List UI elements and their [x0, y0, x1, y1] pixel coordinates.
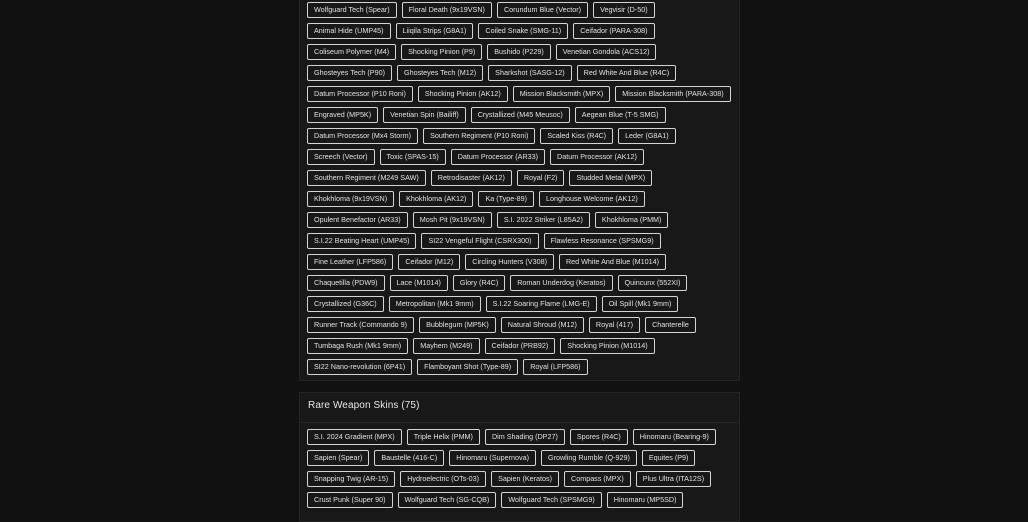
- weapon-skin-tag[interactable]: Ceifador (PARA-308): [573, 23, 654, 39]
- weapon-skin-tag[interactable]: Oil Spill (Mk1 9mm): [602, 296, 679, 312]
- weapon-skin-tag[interactable]: Southern Regiment (M249 SAW): [307, 170, 426, 186]
- weapon-skin-tag[interactable]: Baustelle (416-C): [374, 450, 444, 466]
- weapon-skin-tag[interactable]: Retrodisaster (AK12): [431, 170, 512, 186]
- weapon-skin-tag[interactable]: S.I. 2022 Striker (L85A2): [497, 212, 590, 228]
- weapon-skin-tag[interactable]: Crystallized (M45 Meusoc): [471, 107, 570, 123]
- weapon-skin-tag[interactable]: Red White And Blue (R4C): [577, 65, 677, 81]
- weapon-skin-tag[interactable]: Mission Blacksmith (MPX): [513, 86, 610, 102]
- weapon-skin-tag[interactable]: Royal (F2): [517, 170, 565, 186]
- weapon-skin-tag[interactable]: Southern Regiment (P10 Roni): [423, 128, 535, 144]
- weapon-skin-tag[interactable]: Metropolitan (Mk1 9mm): [389, 296, 481, 312]
- weapon-skin-tag[interactable]: Sapien (Spear): [307, 450, 369, 466]
- weapon-skin-tag[interactable]: Flawless Resonance (SPSMG9): [544, 233, 661, 249]
- weapon-skins-panel: [299, 0, 740, 381]
- weapon-skin-tag[interactable]: Ghosteyes Tech (P90): [307, 65, 392, 81]
- weapon-skin-tag[interactable]: SI22 Nano-revolution (6P41): [307, 359, 412, 375]
- weapon-skin-tag[interactable]: Shocking Pinion (M1014): [560, 338, 654, 354]
- weapon-skin-tag[interactable]: Leder (G8A1): [618, 128, 676, 144]
- weapon-skin-tag[interactable]: Mayhem (M249): [413, 338, 479, 354]
- weapon-skin-tag[interactable]: Spores (R4C): [570, 429, 628, 445]
- weapon-skin-tag[interactable]: Ka (Type-89): [478, 191, 534, 207]
- weapon-skin-tag[interactable]: Glory (R4C): [453, 275, 505, 291]
- weapon-skin-tag[interactable]: Wolfguard Tech (SG-CQB): [398, 492, 497, 508]
- weapon-skin-tag[interactable]: Compass (MPX): [564, 471, 631, 487]
- weapon-skin-tag[interactable]: Hinomaru (MP5SD): [607, 492, 684, 508]
- weapon-skin-tag[interactable]: Liiqila Strips (G8A1): [396, 23, 474, 39]
- weapon-skin-tag[interactable]: Sapien (Keratos): [491, 471, 559, 487]
- weapon-skin-tag[interactable]: Khokhloma (AK12): [399, 191, 473, 207]
- weapon-skin-tag[interactable]: Ghosteyes Tech (M12): [397, 65, 483, 81]
- weapon-skin-tag[interactable]: Vegvisir (D-50): [593, 2, 655, 18]
- weapon-skin-tag[interactable]: S.I.22 Beating Heart (UMP45): [307, 233, 416, 249]
- weapon-skin-tag[interactable]: Studded Metal (MPX): [569, 170, 652, 186]
- weapon-skin-tag[interactable]: Wolfguard Tech (SPSMG9): [501, 492, 601, 508]
- weapon-skin-tag[interactable]: S.I.22 Soaring Flame (LMG-E): [486, 296, 597, 312]
- weapon-skin-tag[interactable]: Coliseum Polymer (M4): [307, 44, 396, 60]
- weapon-skin-tag[interactable]: Circling Hunters (V308): [465, 254, 554, 270]
- weapon-skin-tag[interactable]: Natural Shroud (M12): [501, 317, 584, 333]
- rare-weapon-skins-list: [307, 429, 732, 508]
- weapon-skin-tag[interactable]: Mission Blacksmith (PARA-308): [615, 86, 730, 102]
- weapon-skin-tag[interactable]: Hinomaru (Supernova): [449, 450, 536, 466]
- weapon-skin-tag[interactable]: Wolfguard Tech (Spear): [307, 2, 397, 18]
- weapon-skin-tag[interactable]: Aegean Blue (T-5 SMG): [575, 107, 666, 123]
- weapon-skin-tag[interactable]: Quincunx (552XI): [618, 275, 688, 291]
- weapon-skin-tag[interactable]: Opulent Benefactor (AR33): [307, 212, 408, 228]
- weapon-skin-tag[interactable]: Plus Ultra (ITA12S): [636, 471, 711, 487]
- weapon-skin-tag[interactable]: Floral Death (9x19VSN): [402, 2, 492, 18]
- weapon-skin-tag[interactable]: Fine Leather (LFP586): [307, 254, 393, 270]
- weapon-skin-tag[interactable]: Corundum Blue (Vector): [497, 2, 588, 18]
- weapon-skin-tag[interactable]: Chanterelle: [645, 317, 696, 333]
- weapon-skin-tag[interactable]: Dim Shading (DP27): [485, 429, 565, 445]
- weapon-skin-tag[interactable]: Screech (Vector): [307, 149, 375, 165]
- weapon-skin-tag[interactable]: Sharkshot (SASG-12): [488, 65, 572, 81]
- weapon-skin-tag[interactable]: Crust Punk (Super 90): [307, 492, 393, 508]
- weapon-skin-tag[interactable]: Red White And Blue (M1014): [559, 254, 666, 270]
- weapon-skin-tag[interactable]: SI22 Vengeful Flight (CSRX300): [421, 233, 538, 249]
- weapon-skin-tag[interactable]: Triple Helix (PMM): [407, 429, 480, 445]
- weapon-skin-tag[interactable]: Khokhloma (PMM): [595, 212, 669, 228]
- weapon-skin-tag[interactable]: Datum Processor (P10 Roni): [307, 86, 413, 102]
- weapon-skin-tag[interactable]: Animal Hide (UMP45): [307, 23, 391, 39]
- weapon-skin-tag[interactable]: Bubblegum (MP5K): [419, 317, 496, 333]
- weapon-skin-tag[interactable]: Tumbaga Rush (Mk1 9mm): [307, 338, 408, 354]
- weapon-skin-tag[interactable]: Hinomaru (Bearing-9): [633, 429, 716, 445]
- weapon-skin-tag[interactable]: Venetian Spin (Bailiff): [383, 107, 466, 123]
- rare-weapon-skins-panel: [299, 392, 740, 522]
- weapon-skin-tag[interactable]: Venetian Gondola (ACS12): [556, 44, 657, 60]
- weapon-skin-tag[interactable]: Snapping Twig (AR-15): [307, 471, 395, 487]
- rare-weapon-skins-title: Rare Weapon Skins (75): [300, 393, 739, 423]
- weapon-skin-tag[interactable]: S.I. 2024 Gradient (MPX): [307, 429, 402, 445]
- weapon-skin-tag[interactable]: Roman Underdog (Keratos): [510, 275, 612, 291]
- weapon-skin-tag[interactable]: Royal (417): [589, 317, 640, 333]
- weapon-skin-tag[interactable]: Bushido (P229): [487, 44, 551, 60]
- weapon-skin-tag[interactable]: Ceifador (M12): [398, 254, 460, 270]
- weapon-skin-tag[interactable]: Datum Processor (AR33): [451, 149, 545, 165]
- weapon-skin-tag[interactable]: Equites (P9): [642, 450, 696, 466]
- weapon-skin-tag[interactable]: Flamboyant Shot (Type-89): [417, 359, 518, 375]
- weapon-skin-tag[interactable]: Ceifador (PRB92): [485, 338, 556, 354]
- weapon-skin-tag[interactable]: Longhouse Welcome (AK12): [539, 191, 645, 207]
- weapon-skin-tag[interactable]: Khokhloma (9x19VSN): [307, 191, 394, 207]
- weapon-skin-tag[interactable]: Lace (M1014): [390, 275, 448, 291]
- weapon-skin-tag[interactable]: Royal (LFP586): [523, 359, 587, 375]
- weapon-skin-tag[interactable]: Crystallized (G36C): [307, 296, 384, 312]
- weapon-skin-tag[interactable]: Shocking Pinion (P9): [401, 44, 482, 60]
- weapon-skin-tag[interactable]: Shocking Pinion (AK12): [418, 86, 508, 102]
- weapon-skin-tag[interactable]: Chaquetilla (PDW9): [307, 275, 385, 291]
- weapon-skin-tag[interactable]: Runner Track (Commando 9): [307, 317, 414, 333]
- weapon-skin-tag[interactable]: Growling Rumble (Q-929): [541, 450, 637, 466]
- weapon-skin-tag[interactable]: Mosh Pit (9x19VSN): [413, 212, 492, 228]
- weapon-skin-tag[interactable]: Scaled Kiss (R4C): [540, 128, 613, 144]
- weapon-skin-tag[interactable]: Datum Processor (Mx4 Storm): [307, 128, 418, 144]
- weapon-skins-list: [307, 2, 732, 375]
- weapon-skin-tag[interactable]: Toxic (SPAS-15): [380, 149, 446, 165]
- weapon-skin-tag[interactable]: Datum Processor (AK12): [550, 149, 644, 165]
- weapon-skin-tag[interactable]: Engraved (MP5K): [307, 107, 378, 123]
- weapon-skin-tag[interactable]: Coiled Snake (SMG-11): [478, 23, 568, 39]
- weapon-skin-tag[interactable]: Hydroelectric (OTs-03): [400, 471, 486, 487]
